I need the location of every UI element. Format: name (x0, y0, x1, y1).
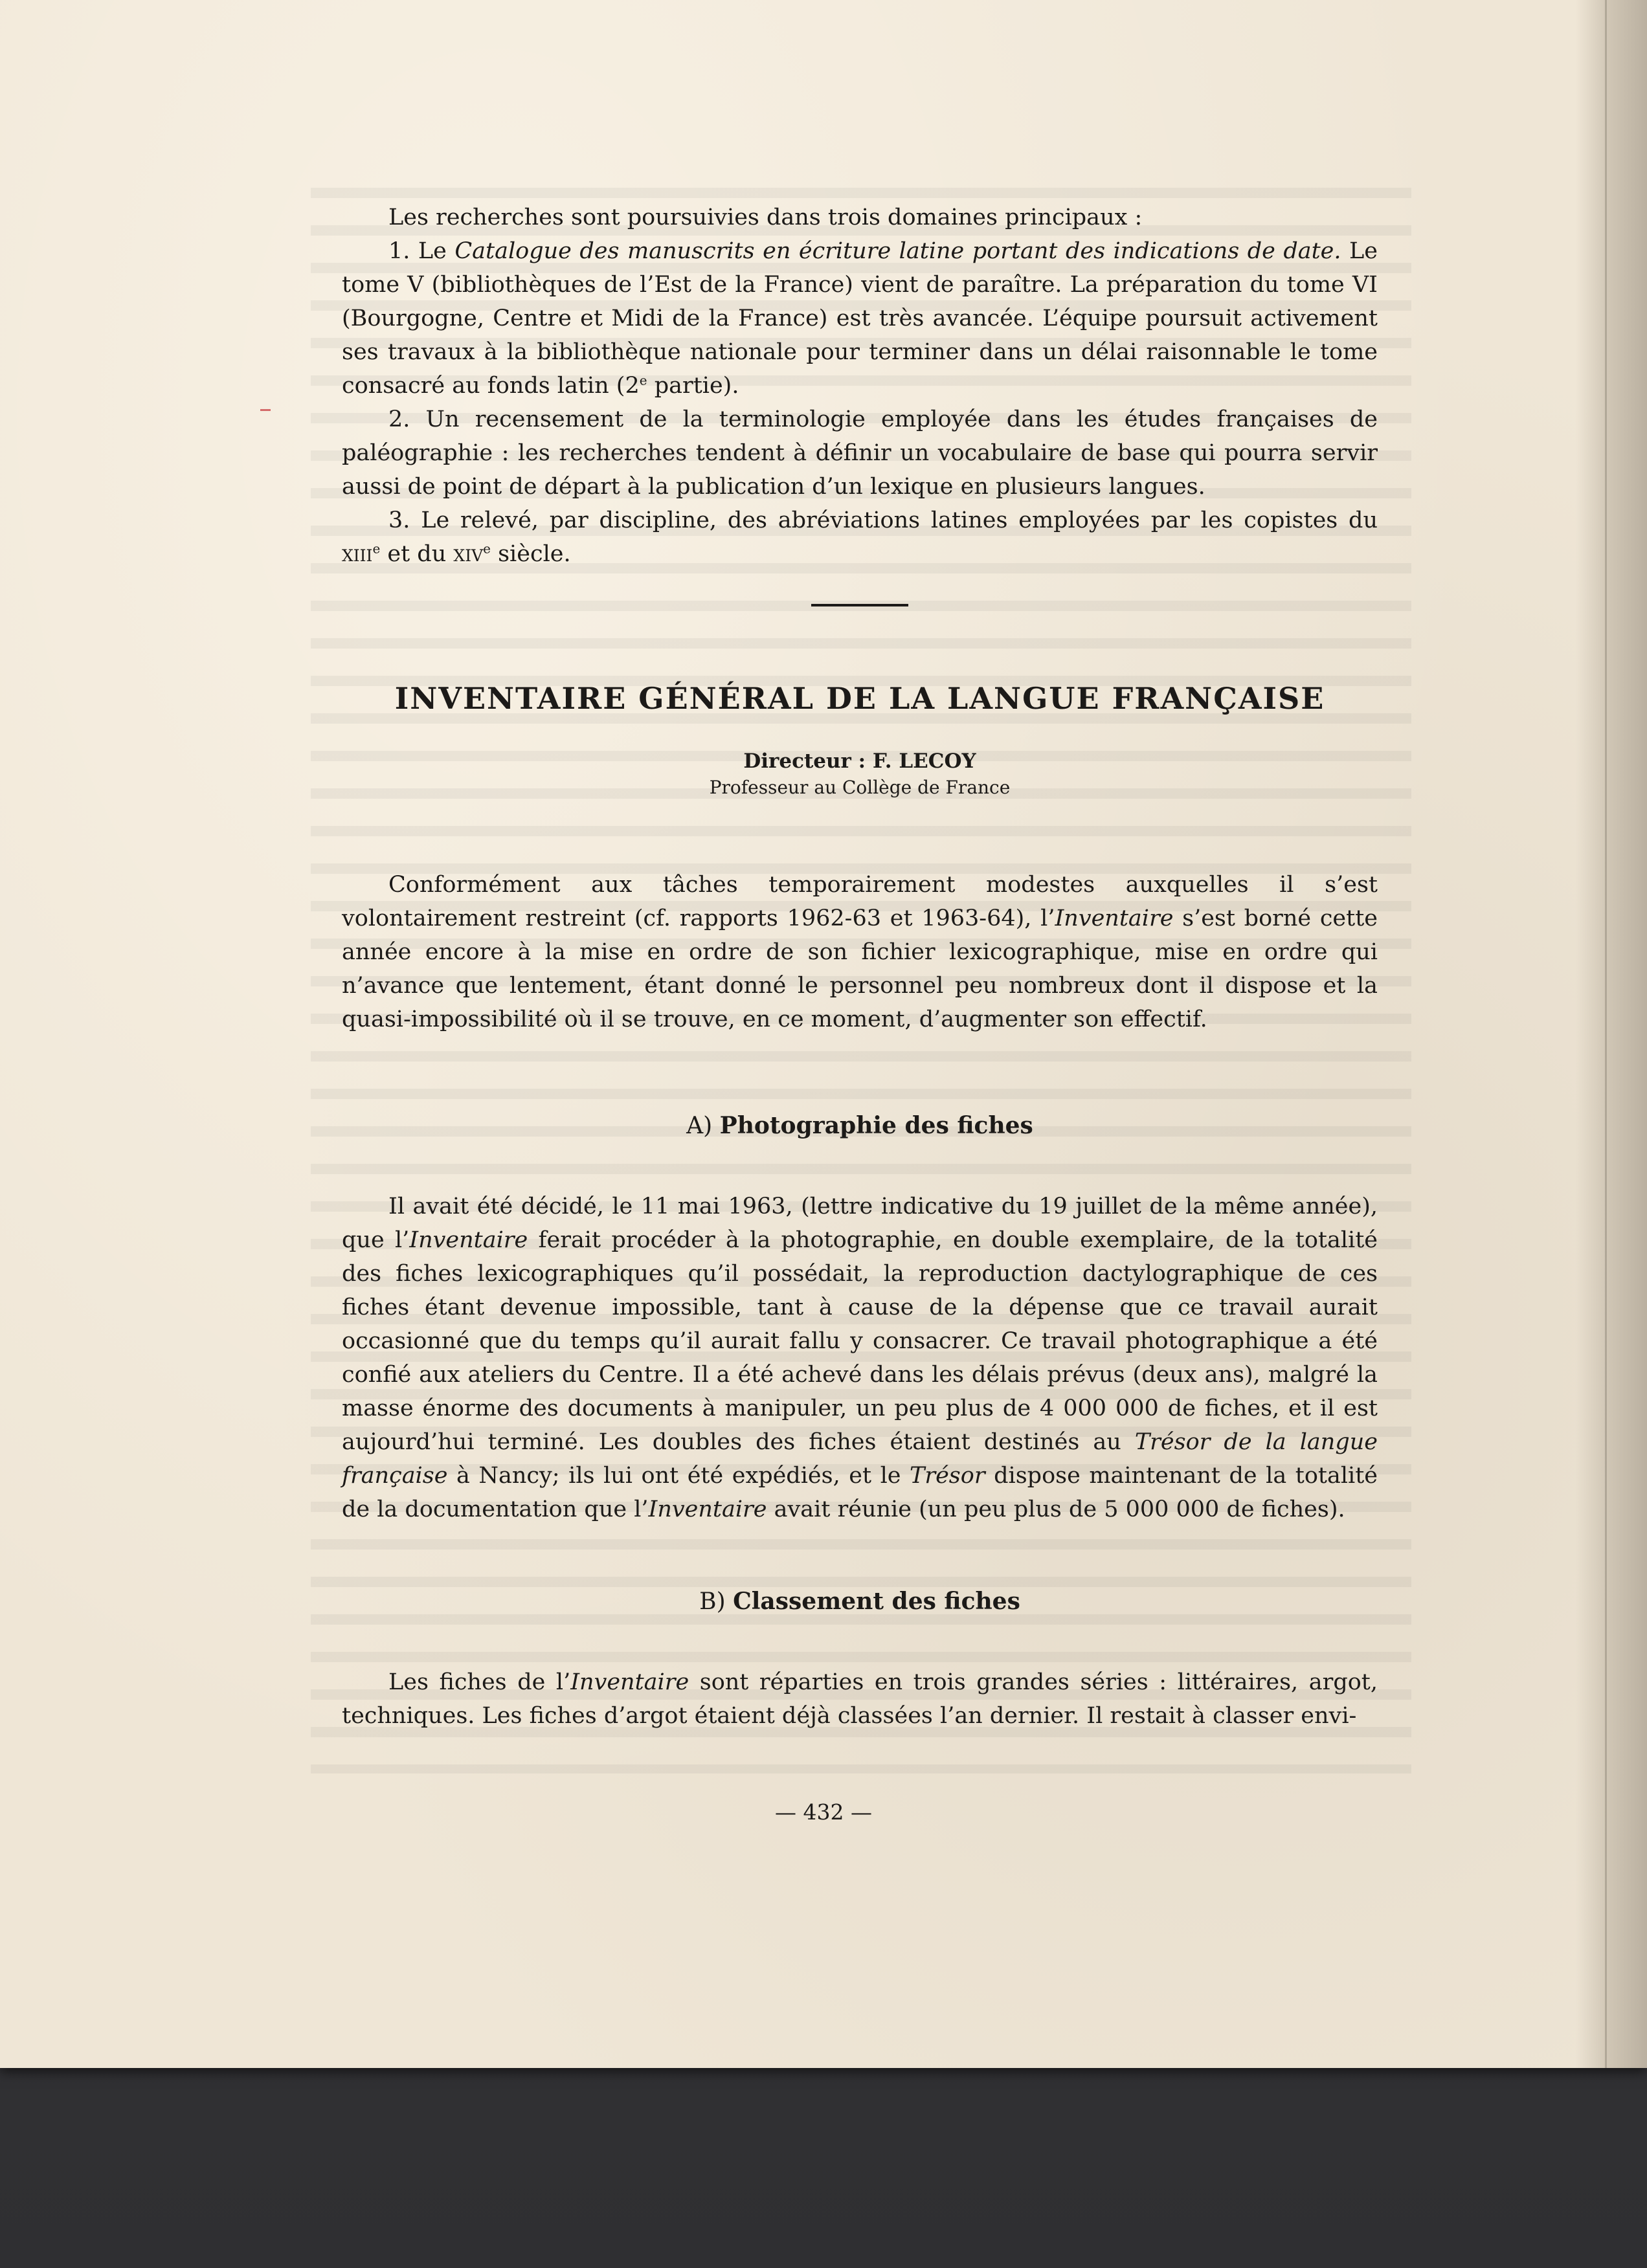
intro-item-2: 2. Un recensement de la terminologie employée dans les études françaises de paléographie : les recherches tendent à définir un vocabulaire de base qui pourra servir aussi de point de départ à la publication d’un lexique en plusieurs langues. (342, 406, 1378, 500)
section-intro-paragraph: Conformément aux tâches temporairement modestes auxquelles il s’est volontairement restreint (cf. rapports 1962-63 et 1963-64), l’Inventaire s’est borné cette année encore à la mise en ordre de son fichier lexicographique, mise en ordre qui n’avance que lentement, étant donné le personnel peu nombreux dont il dispose et la quasi-impossibilité où il se trouve, en ce moment, d’augmenter son effectif. (342, 872, 1378, 1032)
subsection-a-heading: A) Photographie des fiches (686, 1112, 1033, 1139)
director-affiliation: Professeur au Collège de France (709, 777, 1011, 798)
intro-line: Les recherches sont poursuivies dans trois domaines principaux : (388, 205, 1143, 230)
director-name: F. LECOY (872, 750, 976, 773)
subsection-b-heading: B) Classement des fiches (699, 1588, 1020, 1615)
intro-item-1: 1. Le Catalogue des manuscrits en écriture latine portant des indications de date. Le tome V (bibliothèques de l’Est de la France) vient de paraître. La préparation du tome VI (Bourgogne, Centre et Midi de la France) est très avancée. L’équipe poursuit activement ses travaux à la bibliothèque nationale pour terminer dans un délai raisonnable le tome consacré au fonds latin (2e partie). (342, 238, 1378, 399)
director-line: Directeur : F. LECOY (743, 750, 976, 773)
intro-item-3: 3. Le relevé, par discipline, des abréviations latines employées par les copistes du xiii$^e$ et du xiv$^e$ siècle. (342, 507, 1378, 567)
subsection-b-paragraph: Les fiches de l’Inventaire sont réparties en trois grandes séries : littéraires, argot, techniques. Les fiches d’argot étaient déjà classées l’an dernier. Il restait à classer envi- (342, 1669, 1378, 1729)
section-divider (811, 604, 908, 606)
page-number: — 432 — (775, 1799, 872, 1825)
subsection-a-paragraph: Il avait été décidé, le 11 mai 1963, (lettre indicative du 19 juillet de la même année), que l’Inventaire ferait procéder à la photographie, en double exemplaire, de la totalité des fiches lexicographiques qu’il possédait, la reproduction dactylographique de ces fiches étant devenue impossible, tant à cause de la dépense que ce travail aurait occasionné que du temps qu’il aurait fallu y consacrer. Ce travail photographique a été confié aux ateliers du Centre. Il a été achevé dans les délais prévus (deux ans), malgré la masse énorme des documents à manipuler, un peu plus de 4 000 000 de fiches, et il est aujourd’hui terminé. Les doubles des fiches étaient destinés au Trésor de la langue française à Nancy; ils lui ont été expédiés, et le Trésor dispose maintenant de la totalité de la documentation que l’Inventaire avait réunie (un peu plus de 5 000 000 de fiches). (342, 1194, 1378, 1522)
page-edge-line (1605, 0, 1607, 2068)
catalogue-title: Catalogue des manuscrits en écriture latine portant des indications de date. (454, 238, 1341, 264)
page-content (342, 201, 1378, 1733)
section-title: INVENTAIRE GÉNÉRAL DE LA LANGUE FRANÇAISE (394, 681, 1325, 716)
red-ink-mark (260, 409, 271, 411)
page-gutter-shadow (1576, 0, 1647, 2068)
